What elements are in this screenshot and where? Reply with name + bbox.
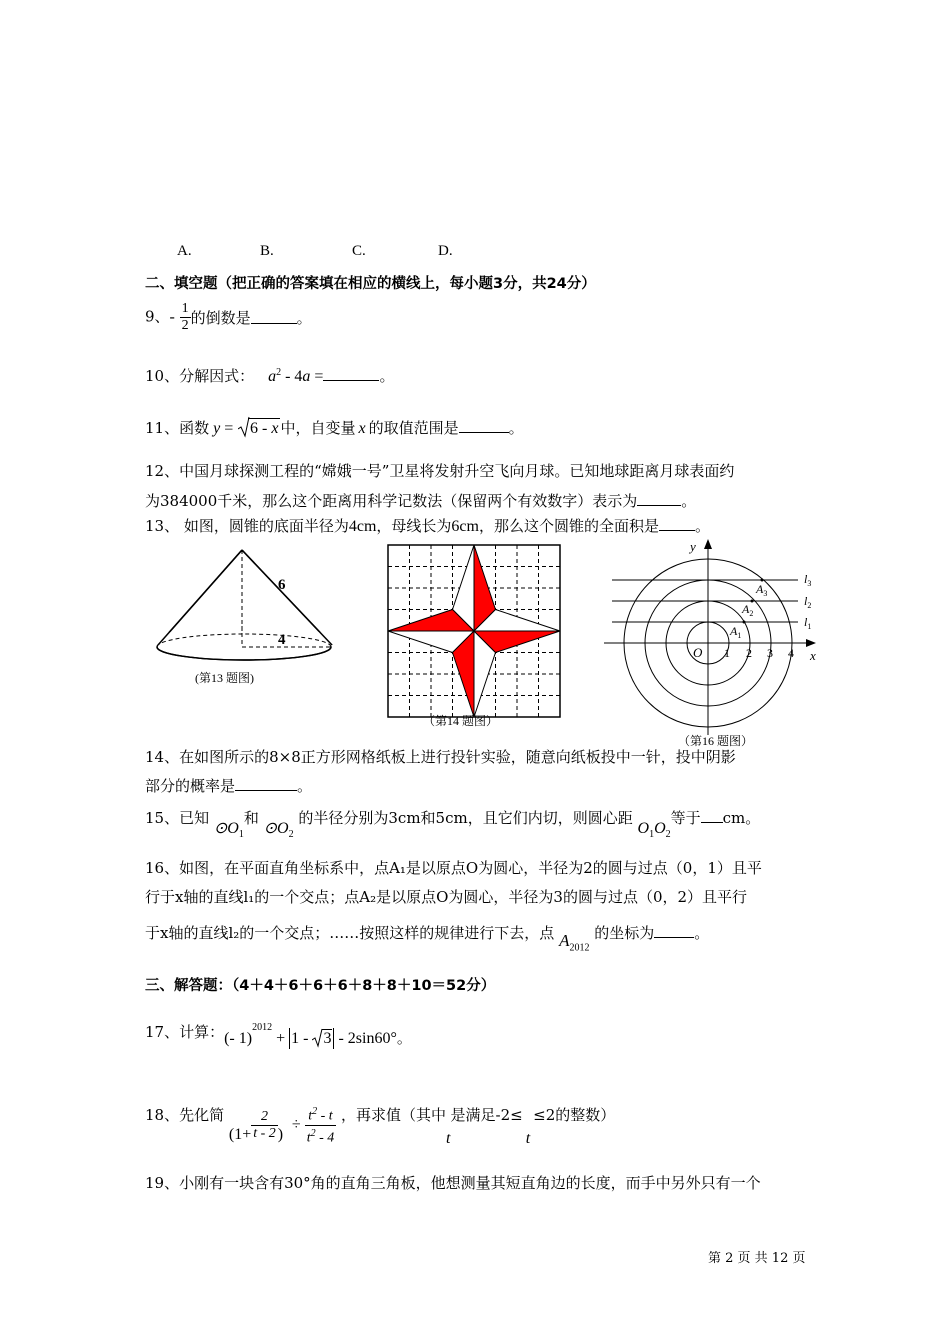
q10-number: 10、分解因式： <box>145 367 255 385</box>
q9-numerator: 1 <box>181 301 189 316</box>
q15-text-c: 等于 <box>670 809 701 827</box>
fig16-a1-label: $A_1$ <box>730 624 742 640</box>
q16-line1: 16、如图，在平面直角坐标系中，点A₁是以原点O为圆心，半径为2的圆与过点（0，1）且平 <box>145 859 762 877</box>
question-9 <box>145 301 312 334</box>
q17-end: 。 <box>396 1029 412 1047</box>
fig16-x-label: x <box>810 648 816 663</box>
q11-answer-blank[interactable] <box>459 420 509 433</box>
fig16-tick-2: 2 <box>746 646 752 660</box>
q12-line1: 12、中国月球探测工程的“嫦娥一号”卫星将发射升空飞向月球。已知地球距离月球表面约 <box>145 462 735 480</box>
option-d: D. <box>438 243 453 259</box>
q19-line1: 19、小刚有一块含有30°角的直角三角板，他想测量其短直角边的长度，而手中另外只有一个 <box>145 1174 761 1192</box>
q16-line2: 行于x轴的直线l₁的一个交点；点A₂是以原点O为圆心，半径为3的圆与过点（0，2）且平行 <box>145 888 748 906</box>
q15-text-a: 15、已知 <box>145 809 210 827</box>
q10-end: 。 <box>379 367 395 385</box>
q12-end: 。 <box>681 492 697 510</box>
q18-fraction1: $\frac{2}{t - 2}$ <box>253 1108 276 1141</box>
q18-divide: ÷ <box>291 1116 301 1134</box>
fig16-a2-label: $A_2$ <box>742 602 754 618</box>
q18-var-t2: t <box>525 1130 531 1148</box>
question-10 <box>145 365 394 386</box>
q16-end: 。 <box>694 924 710 942</box>
q13-answer-blank[interactable] <box>659 518 695 531</box>
q13-unit1: cm <box>356 518 377 535</box>
q10-minus-4: - 4 <box>281 368 303 385</box>
fig13-slant-label: 6 <box>278 577 286 593</box>
q12-line2: 为384000千米，那么这个距离用科学记数法（保留两个有效数字）表示为 <box>145 492 638 510</box>
q10-equals: = <box>310 368 324 385</box>
fig16-tick-4: 4 <box>788 646 794 660</box>
q9-denominator: 2 <box>181 318 189 333</box>
q14-end: 。 <box>297 777 313 795</box>
fig14-caption: （第14 题图） <box>423 714 499 728</box>
q11-sqrt <box>238 419 280 438</box>
q10-exponent: 2 <box>276 367 282 378</box>
question-15 <box>145 807 761 841</box>
q9-minus: - <box>169 308 175 326</box>
q13-text-a: 13、 如图，圆锥的底面半径为 <box>145 517 349 535</box>
q10-var-a: a <box>268 368 277 385</box>
q18-close-paren: ) <box>277 1126 284 1144</box>
fig16-y-label: y <box>690 539 696 554</box>
fig16-l1-label: $l_1$ <box>804 615 812 631</box>
fig16-origin-label: O <box>693 645 703 660</box>
q17-plus: + <box>272 1030 290 1047</box>
q13-end: 。 <box>694 517 710 535</box>
q18-text2: 是满足-2≤ <box>450 1106 523 1124</box>
q17-absolute-value: 1 - 3 <box>289 1028 334 1049</box>
question-18 <box>145 1104 615 1146</box>
page-footer: 第 2 页 共 12 页 <box>708 1251 806 1266</box>
q11-number: 11、函数 <box>145 419 210 437</box>
question-12-line2 <box>145 490 696 511</box>
q15-circle-o1: $⊙O_1$ <box>213 820 244 841</box>
q18-text3: ≤2的整数） <box>533 1106 616 1124</box>
q14-answer-blank[interactable] <box>235 778 297 791</box>
q16-line3b: 的坐标为 <box>594 924 655 942</box>
q11-text1: 中，自变量 <box>280 419 356 437</box>
fig16-caption: （第16 题图） <box>678 734 754 748</box>
q11-radicand-x: x <box>271 420 279 437</box>
q13-text-b: ，母线长为 <box>376 517 452 535</box>
figure-13-cone <box>150 540 350 690</box>
q13-slant: 6 <box>451 518 460 535</box>
question-13 <box>145 515 710 536</box>
q17-neg-one: (- 1) <box>224 1030 253 1047</box>
figure-14-grid <box>385 542 565 737</box>
sqrt-sign-icon <box>312 1028 323 1048</box>
option-c: C. <box>352 243 366 259</box>
q15-distance: $O_1O_2$ <box>637 820 671 841</box>
question-14-line2 <box>145 775 312 796</box>
fig16-a3-label: $A_3$ <box>756 582 768 598</box>
q15-answer-blank[interactable] <box>701 810 723 823</box>
q17-sqrt: 3 <box>312 1030 332 1048</box>
fig16-tick-3: 3 <box>767 646 773 660</box>
fig13-caption: (第13 题图) <box>195 671 254 685</box>
q15-and: 和 <box>243 809 259 827</box>
fig16-l2-label: $l_2$ <box>804 594 812 610</box>
q17-number: 17、计算： <box>145 1023 225 1041</box>
q13-radius: 4 <box>348 518 357 535</box>
q16-line3a: 于x轴的直线l₂的一个交点；……按照这样的规律进行下去，点 <box>145 924 555 942</box>
q15-end: cm。 <box>722 809 761 827</box>
q16-answer-blank[interactable] <box>654 925 694 938</box>
option-a: A. <box>177 243 192 259</box>
q9-number: 9、 <box>145 307 170 326</box>
q10-var-a2: a <box>302 368 311 385</box>
q9-end: 。 <box>296 309 312 327</box>
q18-number: 18、先化简 <box>145 1106 225 1124</box>
q13-text-c: ，那么这个圆锥的全面积是 <box>478 517 659 535</box>
fig16-tick-1: 1 <box>724 646 730 660</box>
section3-title: 三、解答题：（4＋4＋6＋6＋6＋8＋8＋10＝52分） <box>145 978 496 994</box>
q18-open-paren: (1+ <box>228 1126 252 1144</box>
fig13-radius-label: 4 <box>278 632 286 648</box>
q11-text2: 的取值范围是 <box>368 419 459 437</box>
q9-answer-blank[interactable] <box>251 311 297 324</box>
q11-var-x: x <box>358 420 366 437</box>
q11-end: 。 <box>508 419 524 437</box>
q11-var-y: y <box>213 420 221 437</box>
q18-fraction2: $\frac{t^2 - t}{t^2 - 4}$ <box>306 1106 335 1146</box>
q11-equals: = <box>220 420 234 437</box>
q17-sin-term: - 2sin60° <box>334 1030 397 1047</box>
q14-line1: 14、在如图所示的8×8正方形网格纸板上进行投针实验，随意向纸板投中一针，投中阴影 <box>145 748 736 766</box>
question-11 <box>145 417 524 438</box>
sqrt-sign-icon <box>238 416 250 438</box>
q17-exponent: 2012 <box>252 1022 273 1033</box>
question-17 <box>145 1021 412 1047</box>
q11-radicand-num: 6 - <box>250 420 272 437</box>
q15-circle-o2: $⊙O_2$ <box>263 820 294 841</box>
section2-title: 二、填空题（把正确的答案填在相应的横线上，每小题3分，共24分） <box>145 276 596 292</box>
q10-answer-blank[interactable] <box>323 368 379 381</box>
q18-var-t1: t <box>446 1130 451 1148</box>
q9-fraction <box>180 301 191 334</box>
q14-line2: 部分的概率是 <box>145 777 236 795</box>
figure-16-circles <box>598 535 828 750</box>
option-b: B. <box>260 243 274 259</box>
q18-text: ，再求值（其中 <box>341 1106 447 1124</box>
q9-text: 的倒数是 <box>190 309 251 327</box>
fig16-l3-label: $l_3$ <box>804 572 812 588</box>
question-16-line3 <box>145 922 710 954</box>
q16-point-a2012: $A_{2012}$ <box>559 931 590 954</box>
q11-radicand <box>248 418 280 437</box>
q13-unit2: cm <box>459 518 479 535</box>
q15-text-b: 的半径分别为3cm和5cm，且它们内切，则圆心距 <box>298 809 633 827</box>
q12-answer-blank[interactable] <box>637 493 681 506</box>
